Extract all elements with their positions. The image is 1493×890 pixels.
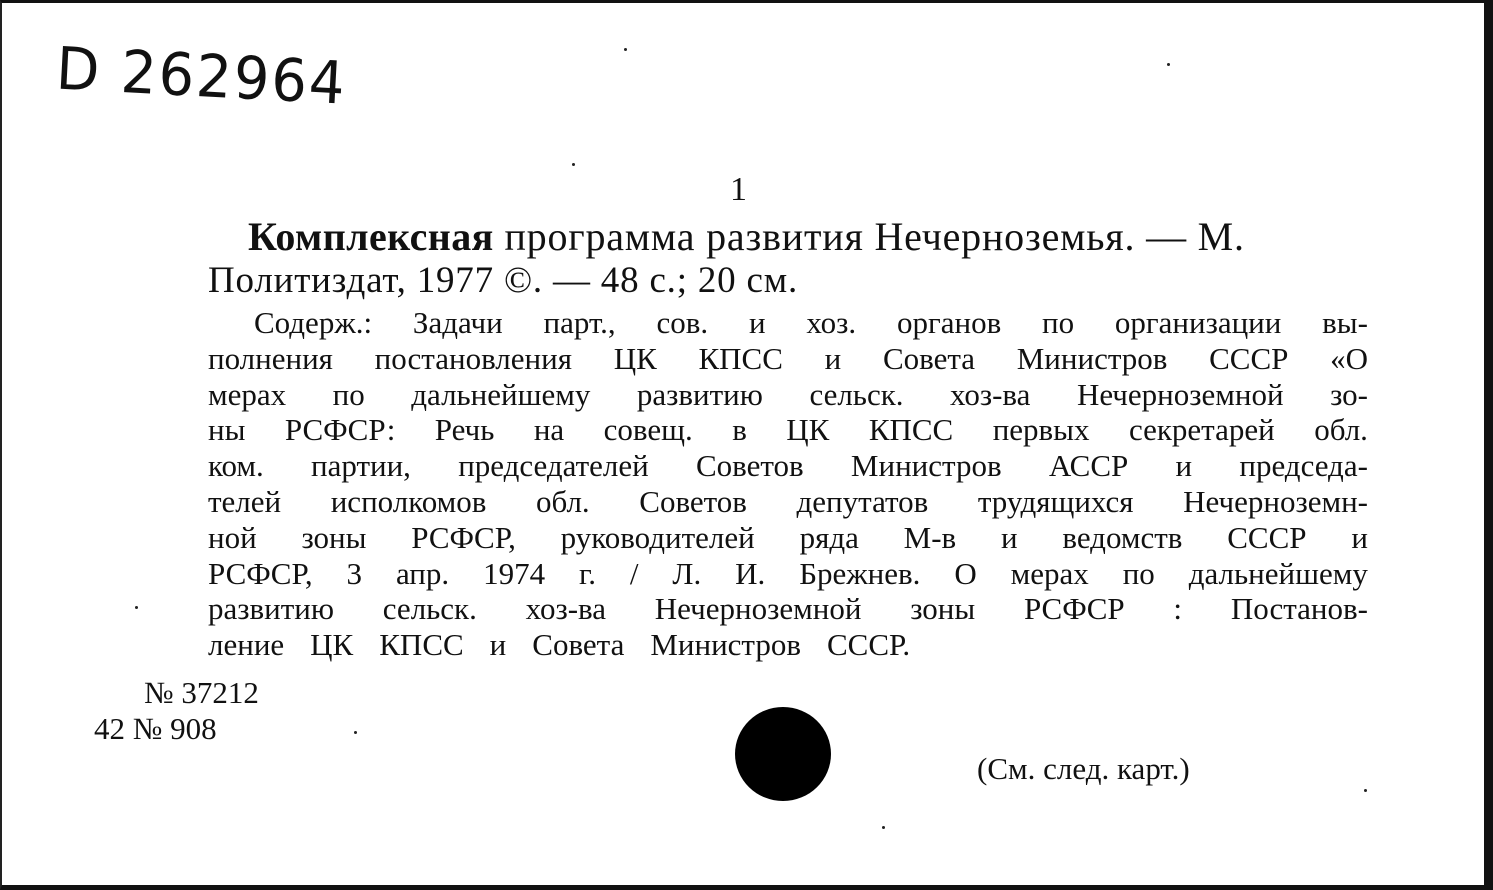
contents-word: Министров bbox=[1016, 340, 1168, 376]
contents-word: первых bbox=[992, 412, 1090, 448]
contents-word: РСФСР, bbox=[208, 555, 313, 591]
contents-line bbox=[208, 305, 1368, 341]
contents-word: зоны bbox=[910, 591, 976, 627]
contents-note bbox=[208, 305, 1368, 663]
continued-note: (См. след. карт.) bbox=[977, 751, 1190, 786]
contents-word: Совета bbox=[882, 340, 976, 376]
speck bbox=[1364, 789, 1367, 792]
contents-word: секретарей bbox=[1128, 412, 1275, 448]
contents-word: полнения bbox=[208, 340, 333, 376]
contents-word: и bbox=[1175, 448, 1193, 484]
contents-word: и bbox=[489, 627, 507, 663]
contents-word: хоз-ва bbox=[525, 591, 607, 627]
contents-word: хоз. bbox=[806, 305, 857, 340]
contents-word: КПСС bbox=[698, 340, 783, 376]
contents-word: КПСС bbox=[379, 627, 464, 663]
imprint-line: Политиздат, 1977 ©. — 48 с.; 20 см. bbox=[208, 260, 798, 301]
contents-line bbox=[208, 556, 1368, 592]
contents-line bbox=[208, 377, 1368, 413]
contents-word: Постанов- bbox=[1230, 591, 1368, 627]
contents-word: Речь bbox=[434, 412, 495, 448]
contents-word: «О bbox=[1330, 340, 1368, 376]
title-rest: программа развития Нечерноземья. — М. bbox=[493, 214, 1245, 259]
contents-word: КПСС bbox=[868, 412, 954, 448]
contents-word: председа- bbox=[1239, 448, 1368, 484]
contents-word: / bbox=[629, 555, 639, 591]
contents-word: зоны bbox=[301, 519, 367, 555]
contents-word: Совета bbox=[532, 627, 625, 663]
contents-word: в bbox=[732, 412, 747, 448]
contents-word: ление bbox=[208, 627, 285, 663]
contents-word: Содерж.: bbox=[254, 305, 373, 340]
contents-word: АССР bbox=[1048, 448, 1129, 484]
contents-word: ведомств bbox=[1062, 519, 1183, 555]
contents-word: 3 bbox=[346, 555, 363, 591]
contents-word: вы- bbox=[1322, 305, 1368, 340]
contents-word: апр. bbox=[395, 555, 450, 591]
contents-word: развитию bbox=[208, 591, 335, 627]
contents-word: парт., bbox=[543, 305, 616, 340]
speck bbox=[135, 606, 138, 609]
contents-word: Нечерноземной bbox=[1076, 376, 1284, 412]
contents-word: ЦК bbox=[613, 340, 657, 376]
speck bbox=[882, 826, 885, 829]
contents-word: ряда bbox=[799, 519, 859, 555]
title-bold-word: Комплексная bbox=[248, 214, 494, 259]
contents-word: Нечерноземной bbox=[654, 591, 862, 627]
contents-word: Советов bbox=[639, 483, 747, 519]
contents-line bbox=[208, 448, 1368, 484]
contents-word: РСФСР: bbox=[284, 412, 396, 448]
contents-line bbox=[208, 591, 1368, 627]
contents-word: СССР bbox=[1227, 519, 1307, 555]
contents-word: СССР. bbox=[827, 627, 911, 663]
contents-line bbox=[208, 484, 1368, 520]
contents-word: и bbox=[1351, 519, 1368, 555]
contents-word: депутатов bbox=[796, 483, 929, 519]
contents-word: Министров bbox=[850, 448, 1002, 484]
contents-word: по bbox=[1042, 305, 1075, 340]
contents-word: ной bbox=[208, 519, 257, 555]
contents-word: обл. bbox=[1314, 412, 1368, 448]
contents-word: М-в bbox=[903, 519, 957, 555]
contents-word: органов bbox=[897, 305, 1002, 340]
contents-word: постановления bbox=[374, 340, 572, 376]
contents-word: организации bbox=[1114, 305, 1282, 340]
title-line bbox=[248, 213, 1245, 260]
contents-word: О bbox=[954, 555, 977, 591]
contents-word: развитию bbox=[636, 376, 763, 412]
contents-word: телей bbox=[208, 483, 282, 519]
accession-number-2: 42 № 908 bbox=[94, 711, 217, 746]
contents-word: и bbox=[824, 340, 842, 376]
contents-word: обл. bbox=[535, 483, 590, 519]
contents-word: по bbox=[1122, 555, 1155, 591]
contents-word: СССР bbox=[1209, 340, 1289, 376]
contents-word: по bbox=[332, 376, 365, 412]
contents-word: : bbox=[1173, 591, 1183, 627]
contents-word: дальнейшему bbox=[1188, 555, 1368, 591]
contents-word: Л. bbox=[672, 555, 702, 591]
contents-word: РСФСР bbox=[1023, 591, 1125, 627]
contents-word: руководителей bbox=[560, 519, 755, 555]
contents-line bbox=[208, 412, 1368, 448]
contents-word: мерах bbox=[1010, 555, 1089, 591]
speck bbox=[572, 163, 575, 166]
contents-word: дальнейшему bbox=[411, 376, 591, 412]
contents-word: ЦК bbox=[786, 412, 830, 448]
contents-word: г. bbox=[578, 555, 596, 591]
contents-word: И. bbox=[735, 555, 766, 591]
contents-word: сельск. bbox=[809, 376, 904, 412]
contents-word: и bbox=[1000, 519, 1018, 555]
contents-word: Задачи bbox=[412, 305, 503, 340]
contents-word: Министров bbox=[650, 627, 801, 663]
contents-word: председателей bbox=[458, 448, 649, 484]
speck bbox=[624, 48, 627, 51]
contents-word: хоз-ва bbox=[950, 376, 1031, 412]
contents-line bbox=[208, 627, 1368, 663]
contents-word: зо- bbox=[1330, 376, 1368, 412]
contents-word: и bbox=[748, 305, 766, 340]
speck bbox=[354, 731, 357, 734]
contents-word: 1974 bbox=[483, 555, 546, 591]
contents-word: ком. bbox=[208, 448, 264, 484]
speck bbox=[1167, 63, 1170, 66]
contents-word: партии, bbox=[311, 448, 411, 484]
handwritten-shelf-code: D 262964 bbox=[54, 35, 349, 119]
contents-word: ЦК bbox=[310, 627, 354, 663]
contents-word: исполкомов bbox=[330, 483, 487, 519]
contents-word: мерах bbox=[208, 376, 287, 412]
contents-word: сов. bbox=[656, 305, 709, 340]
contents-word: Брежнев. bbox=[799, 555, 921, 591]
contents-word: трудящихся bbox=[977, 483, 1134, 519]
accession-number-1: № 37212 bbox=[144, 675, 259, 710]
card-sequence-number: 1 bbox=[730, 171, 747, 208]
contents-word: сельск. bbox=[382, 591, 477, 627]
contents-word: совещ. bbox=[603, 412, 693, 448]
contents-word: Нечерноземн- bbox=[1183, 483, 1368, 519]
contents-word: на bbox=[533, 412, 565, 448]
contents-word: РСФСР, bbox=[411, 519, 516, 555]
punch-hole bbox=[735, 707, 831, 801]
contents-line bbox=[208, 341, 1368, 377]
contents-word: ны bbox=[208, 412, 246, 448]
contents-line bbox=[208, 520, 1368, 556]
contents-word: Советов bbox=[696, 448, 804, 484]
accession-numbers bbox=[94, 675, 259, 747]
